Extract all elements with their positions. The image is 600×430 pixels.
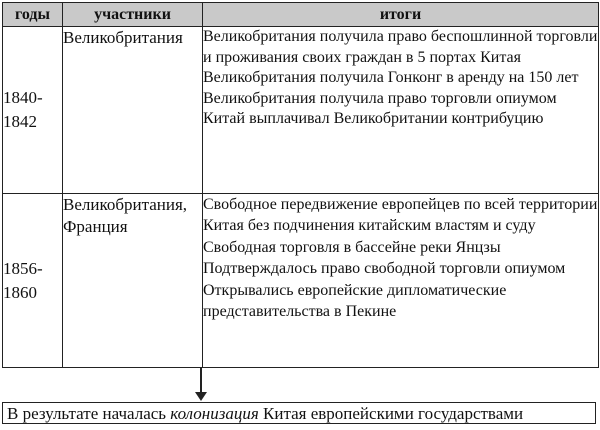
results-cell xyxy=(203,27,599,194)
conclusion-box xyxy=(2,402,596,424)
result-item: Открывались европейские дипломатические представительства в Пекине xyxy=(203,281,507,321)
result-item: Великобритания получила право беспошлинной торговли и проживания своих граждан в 5 портах Китая xyxy=(203,28,598,66)
result-item: Подтверждалось право свободной торговли опиумом xyxy=(203,260,566,278)
participant: Франция xyxy=(63,217,128,236)
conclusion-emphasis: колонизация xyxy=(170,404,259,423)
header-row xyxy=(3,3,599,27)
participant: Великобритания, xyxy=(63,195,188,214)
conclusion-text-start: В результате началась xyxy=(7,404,171,423)
years-end: 1842 xyxy=(3,112,37,131)
years-end: 1860 xyxy=(3,282,37,302)
results-table xyxy=(2,2,599,368)
header-results: итоги xyxy=(203,3,599,27)
header-participants: участники xyxy=(63,3,203,27)
table-row xyxy=(3,194,599,368)
result-item: Китай выплачивал Великобритании контрибуцию xyxy=(203,110,544,128)
conclusion-text-end: Китая европейскими государствами xyxy=(258,404,524,423)
years-start: 1840- xyxy=(3,88,43,107)
years-start: 1856- xyxy=(3,258,43,278)
years-cell xyxy=(3,194,63,368)
header-years: годы xyxy=(3,3,63,27)
result-item: Свободное передвижение европейцев по всей территории Китая без подчинения китайским властям и суду xyxy=(203,196,598,235)
years-cell xyxy=(3,27,63,194)
results-cell xyxy=(203,194,599,368)
down-arrow-icon xyxy=(195,367,207,401)
participants-cell xyxy=(63,194,203,368)
table-row xyxy=(3,27,599,194)
participants-cell xyxy=(63,27,203,194)
result-item: Свободная торговля в бассейне реки Янцзы xyxy=(203,238,501,256)
participant: Великобритания xyxy=(63,28,183,47)
result-item: Великобритания получила право торговли опиумом xyxy=(203,89,557,107)
result-item: Великобритания получила Гонконг в аренду на 150 лет xyxy=(203,69,579,87)
